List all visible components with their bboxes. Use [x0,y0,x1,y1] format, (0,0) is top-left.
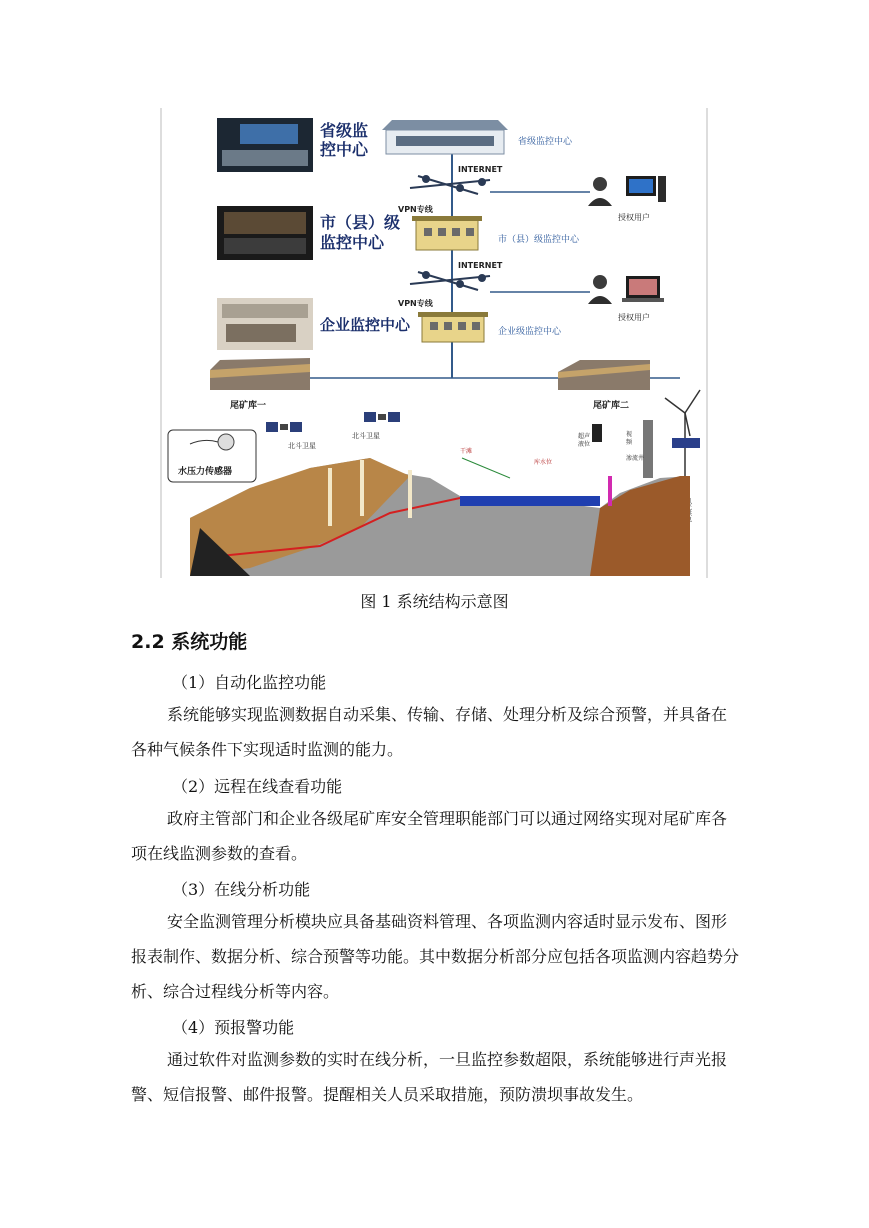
router-group-2 [410,272,490,290]
city-center-label-2: 监控中心 [320,233,385,252]
satellite-label-1: 北斗卫星 [288,442,316,450]
wind-turbine [665,390,700,478]
city-center-label-1: 市（县）级 [320,213,401,232]
internet-label-2: INTERNET [458,261,503,270]
item-2-title: （2）远程在线查看功能 [172,777,343,796]
internet-label-1: INTERNET [458,165,503,174]
authorized-user-label-1: 授权用户 [618,213,650,222]
provincial-center-label-2: 控中心 [320,140,369,159]
enterprise-monitoring-photo [217,298,313,350]
video-label-1: 视 [626,431,633,438]
ultrasonic-level-label-2: 液位 [578,441,591,448]
tailings-pond-2-label: 尾矿库二 [593,401,630,411]
enterprise-building [418,312,488,342]
item-3-text: 安全监测管理分析模块应具备基础资料管理、各项监测内容适时显示发布、图形报表制作、数据分析、综合预警等功能。其中数据分析部分应包括各项监测内容趋势分析、综合过程线分析等内容。 [131,912,740,1001]
enterprise-center-label: 企业监控中心 [320,316,411,334]
tailings-dam-cross-section [190,420,690,576]
authorized-user-1 [588,176,666,206]
satellite-label-2: 北斗卫星 [352,432,380,440]
vpn-label-1: VPN专线 [398,205,433,214]
figure-caption: 图 1 系统结构示意图 [360,592,509,611]
enterprise-building-label: 企业级监控中心 [498,327,562,337]
water-level-label: 库水位 [534,459,553,466]
solar-panel [672,438,700,448]
ultrasonic-level-label-1: 超声 [578,433,591,440]
item-1-title: （1）自动化监控功能 [172,673,327,692]
router-group-1 [410,176,490,194]
city-building [412,216,482,250]
pressure-sensor-label: 水压力传感器 [178,467,233,477]
city-building-label: 市（县）级监控中心 [498,235,580,245]
tailings-pond-2-thumbnail [558,360,650,390]
provincial-building [382,120,508,154]
satellite-2 [364,412,400,422]
authorized-user-label-2: 授权用户 [618,313,650,322]
video-label-2: 频 [626,439,633,446]
provincial-building-label: 省级监控中心 [518,137,573,147]
item-3-title: （3）在线分析功能 [172,880,311,899]
seepage-well-label: 渗流井 [626,455,645,462]
section-heading: 2.2 系统功能 [131,631,248,653]
city-monitoring-photo [217,206,313,260]
dry-beach-label: 干滩 [460,448,473,455]
system-structure-figure [160,108,708,578]
tailings-pond-1-thumbnail [210,358,310,390]
tailings-pond-1-label: 尾矿库一 [230,401,267,411]
provincial-monitoring-photo [217,118,313,172]
vpn-label-2: VPN专线 [398,299,433,308]
authorized-user-2 [588,275,664,304]
provincial-center-label-1: 省级监 [320,121,369,140]
satellite-1 [266,422,302,432]
item-1-text: 系统能够实现监测数据自动采集、传输、存储、处理分析及综合预警，并具备在各种气候条件下实现适时监测的能力。 [131,705,728,759]
item-4-text: 通过软件对监测参数的实时在线分析，一旦监控参数超限，系统能够进行声光报警、短信报警、邮件报警。提醒相关人员采取措施，预防溃坝事故发生。 [131,1050,728,1104]
item-4-title: （4）预报警功能 [172,1018,295,1037]
item-2-text: 政府主管部门和企业各级尾矿库安全管理职能部门可以通过网络实现对尾矿库各项在线监测参数的查看。 [131,809,728,863]
